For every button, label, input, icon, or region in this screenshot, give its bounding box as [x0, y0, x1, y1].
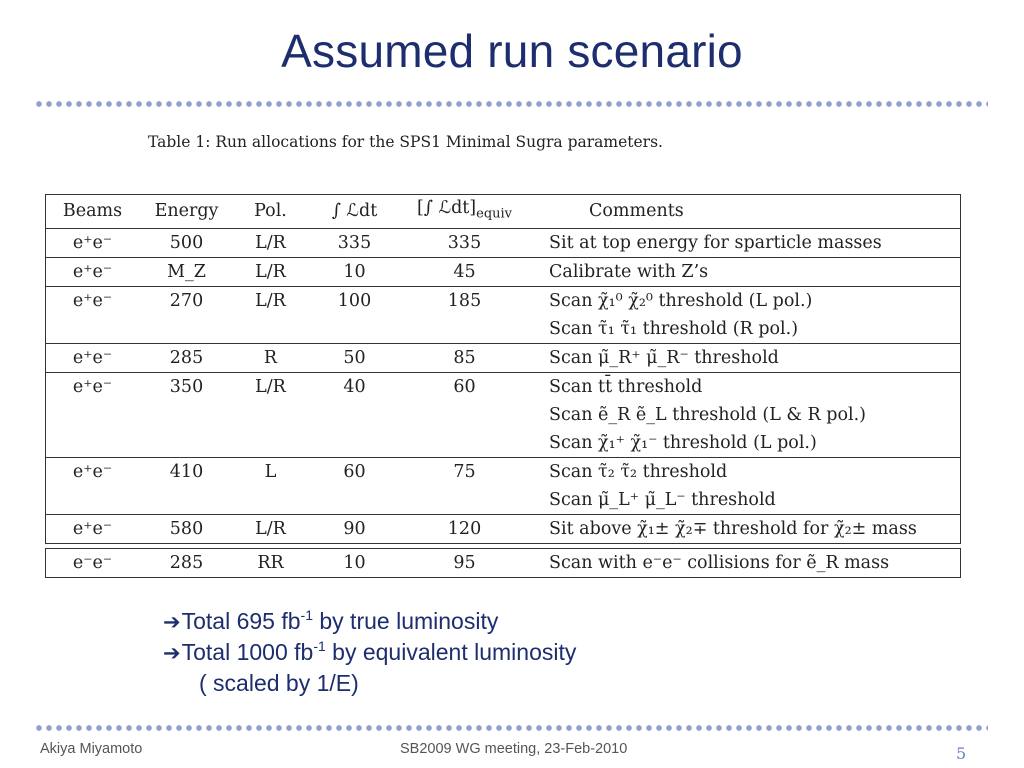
cell-beams: e⁺e⁻: [72, 461, 113, 482]
table-row: [46, 286, 961, 315]
bullet-text: Total 695 fb: [181, 608, 301, 634]
cell-energy: 410: [169, 461, 204, 482]
cell-beams: e⁺e⁻: [46, 343, 140, 372]
cell-energy: [139, 486, 234, 515]
cell-beams: [46, 486, 140, 515]
cell-energy: 270: [169, 290, 204, 311]
cell-lum: 100: [337, 290, 372, 311]
table-row-group: [46, 548, 961, 577]
cell-lum: 50: [307, 343, 402, 372]
cell-energy: [139, 429, 234, 458]
cell-comment: Scan τ̃₁ τ̃₁ threshold (R pol.): [527, 315, 961, 344]
cell-equiv: 45: [402, 257, 527, 286]
cell-beams: e⁺e⁻: [46, 514, 140, 543]
cell-comment: Scan χ̃₁⁰ χ̃₂⁰ threshold (L pol.): [549, 290, 813, 311]
top-dotted-divider: [36, 101, 988, 107]
cell-lum: 10: [343, 552, 366, 573]
run-allocation-table: [45, 194, 961, 578]
table-row: [46, 372, 961, 401]
cell-pol: [234, 429, 307, 458]
cell-lum: [307, 315, 402, 344]
cell-pol: [234, 401, 307, 429]
footer-author: Akiya Miyamoto: [40, 741, 143, 757]
header-energy: Energy: [139, 195, 234, 229]
header-equiv-sub: equiv: [476, 206, 513, 222]
cell-comment: Scan τ̃₂ τ̃₂ threshold: [549, 461, 728, 482]
cell-equiv: [402, 486, 527, 515]
cell-lum: [307, 401, 402, 429]
cell-equiv: 185: [447, 290, 482, 311]
table-row-group: [46, 372, 961, 457]
bullet-equivalent-luminosity: [163, 637, 576, 668]
cell-beams: e⁺e⁻: [46, 228, 140, 257]
cell-energy: 500: [139, 228, 234, 257]
cell-equiv: 60: [453, 376, 476, 397]
header-integrated-luminosity: ∫ ℒdt: [307, 195, 402, 229]
cell-beams: e⁺e⁻: [72, 376, 113, 397]
page-number: 5: [956, 744, 967, 763]
table-row-group: [46, 257, 961, 286]
bullet-text-tail: by equivalent luminosity: [325, 639, 577, 665]
cell-comment: Scan tt̄ threshold: [549, 376, 703, 397]
cell-comment: Sit at top energy for sparticle masses: [527, 228, 961, 257]
table-row: [46, 343, 961, 372]
cell-lum: [307, 429, 402, 458]
cell-pol: [234, 315, 307, 344]
cell-equiv: 335: [402, 228, 527, 257]
table-row: [46, 429, 961, 458]
bottom-dotted-divider: [36, 725, 988, 731]
cell-pol: RR: [257, 552, 284, 573]
cell-beams: [46, 401, 140, 429]
table-row-group: [46, 228, 961, 257]
cell-energy: 580: [139, 514, 234, 543]
cell-energy: 350: [169, 376, 204, 397]
arrow-right-icon: ➔: [163, 611, 181, 634]
cell-beams: [46, 315, 140, 344]
table-row: [46, 257, 961, 286]
cell-equiv: [402, 429, 527, 458]
table-header-row: [46, 195, 961, 229]
table-row-group: [46, 457, 961, 514]
bullet-exponent: -1: [313, 638, 326, 654]
cell-comment: Calibrate with Z’s: [527, 257, 961, 286]
cell-energy: 285: [139, 343, 234, 372]
table-row: [46, 548, 961, 577]
bullet-note: ( scaled by 1/E): [199, 670, 359, 696]
cell-pol: L/R: [255, 290, 286, 311]
run-table-main: [45, 194, 961, 544]
table-caption: Table 1: Run allocations for the SPS1 Minimal Sugra parameters.: [148, 133, 663, 151]
arrow-right-icon: ➔: [163, 642, 181, 665]
cell-lum: 40: [343, 376, 366, 397]
cell-lum: 10: [307, 257, 402, 286]
bullet-true-luminosity: [163, 606, 576, 637]
cell-equiv: 95: [453, 552, 476, 573]
cell-comment: Sit above χ̃₁± χ̃₂∓ threshold for χ̃₂± mass: [527, 514, 961, 543]
cell-pol: [234, 486, 307, 515]
cell-equiv: 120: [402, 514, 527, 543]
cell-beams: [46, 429, 140, 458]
cell-energy: 285: [169, 552, 204, 573]
cell-beams: e⁻e⁻: [72, 552, 113, 573]
cell-equiv: 75: [453, 461, 476, 482]
cell-comment: Scan μ̃_R⁺ μ̃_R⁻ threshold: [527, 343, 961, 372]
header-comments: Comments: [527, 195, 961, 229]
cell-beams: e⁺e⁻: [72, 290, 113, 311]
bullet-exponent: -1: [300, 607, 313, 623]
cell-beams: e⁺e⁻: [46, 257, 140, 286]
cell-pol: L/R: [234, 514, 307, 543]
cell-comment: Scan χ̃₁⁺ χ̃₁⁻ threshold (L pol.): [527, 429, 961, 458]
cell-energy: [139, 315, 234, 344]
table-row: [46, 514, 961, 543]
cell-pol: L/R: [255, 376, 286, 397]
table-row-group: [46, 343, 961, 372]
cell-equiv: [402, 315, 527, 344]
table-row: [46, 228, 961, 257]
bullet-text-tail: by true luminosity: [312, 608, 499, 634]
slide-title: Assumed run scenario: [281, 25, 743, 77]
cell-lum: 60: [343, 461, 366, 482]
table-row: [46, 457, 961, 486]
table-row: [46, 315, 961, 344]
header-pol: Pol.: [234, 195, 307, 229]
header-equiv-main: [∫ ℒdt]: [416, 198, 477, 218]
cell-pol: L/R: [234, 228, 307, 257]
footer-event: SB2009 WG meeting, 23-Feb-2010: [400, 741, 628, 757]
cell-pol: L/R: [234, 257, 307, 286]
cell-lum: 90: [307, 514, 402, 543]
cell-comment: Scan ẽ_R ẽ_L threshold (L & R pol.): [549, 404, 866, 425]
table-row: [46, 486, 961, 515]
cell-equiv: 85: [402, 343, 527, 372]
summary-bullets: [163, 606, 576, 699]
cell-comment: Scan μ̃_L⁺ μ̃_L⁻ threshold: [527, 486, 961, 515]
header-equivalent-luminosity: [402, 195, 527, 229]
cell-lum: 335: [307, 228, 402, 257]
bullet-text: Total 1000 fb: [181, 639, 314, 665]
cell-comment: Scan with e⁻e⁻ collisions for ẽ_R mass: [549, 552, 890, 573]
cell-energy: [139, 401, 234, 429]
cell-pol: R: [234, 343, 307, 372]
table-row-group: [46, 514, 961, 543]
cell-pol: L: [264, 461, 277, 482]
cell-energy: M_Z: [139, 257, 234, 286]
table-row: [46, 401, 961, 429]
cell-equiv: [402, 401, 527, 429]
cell-lum: [307, 486, 402, 515]
table-row-group: [46, 286, 961, 343]
run-table-ee: [45, 548, 961, 578]
header-beams: Beams: [46, 195, 140, 229]
